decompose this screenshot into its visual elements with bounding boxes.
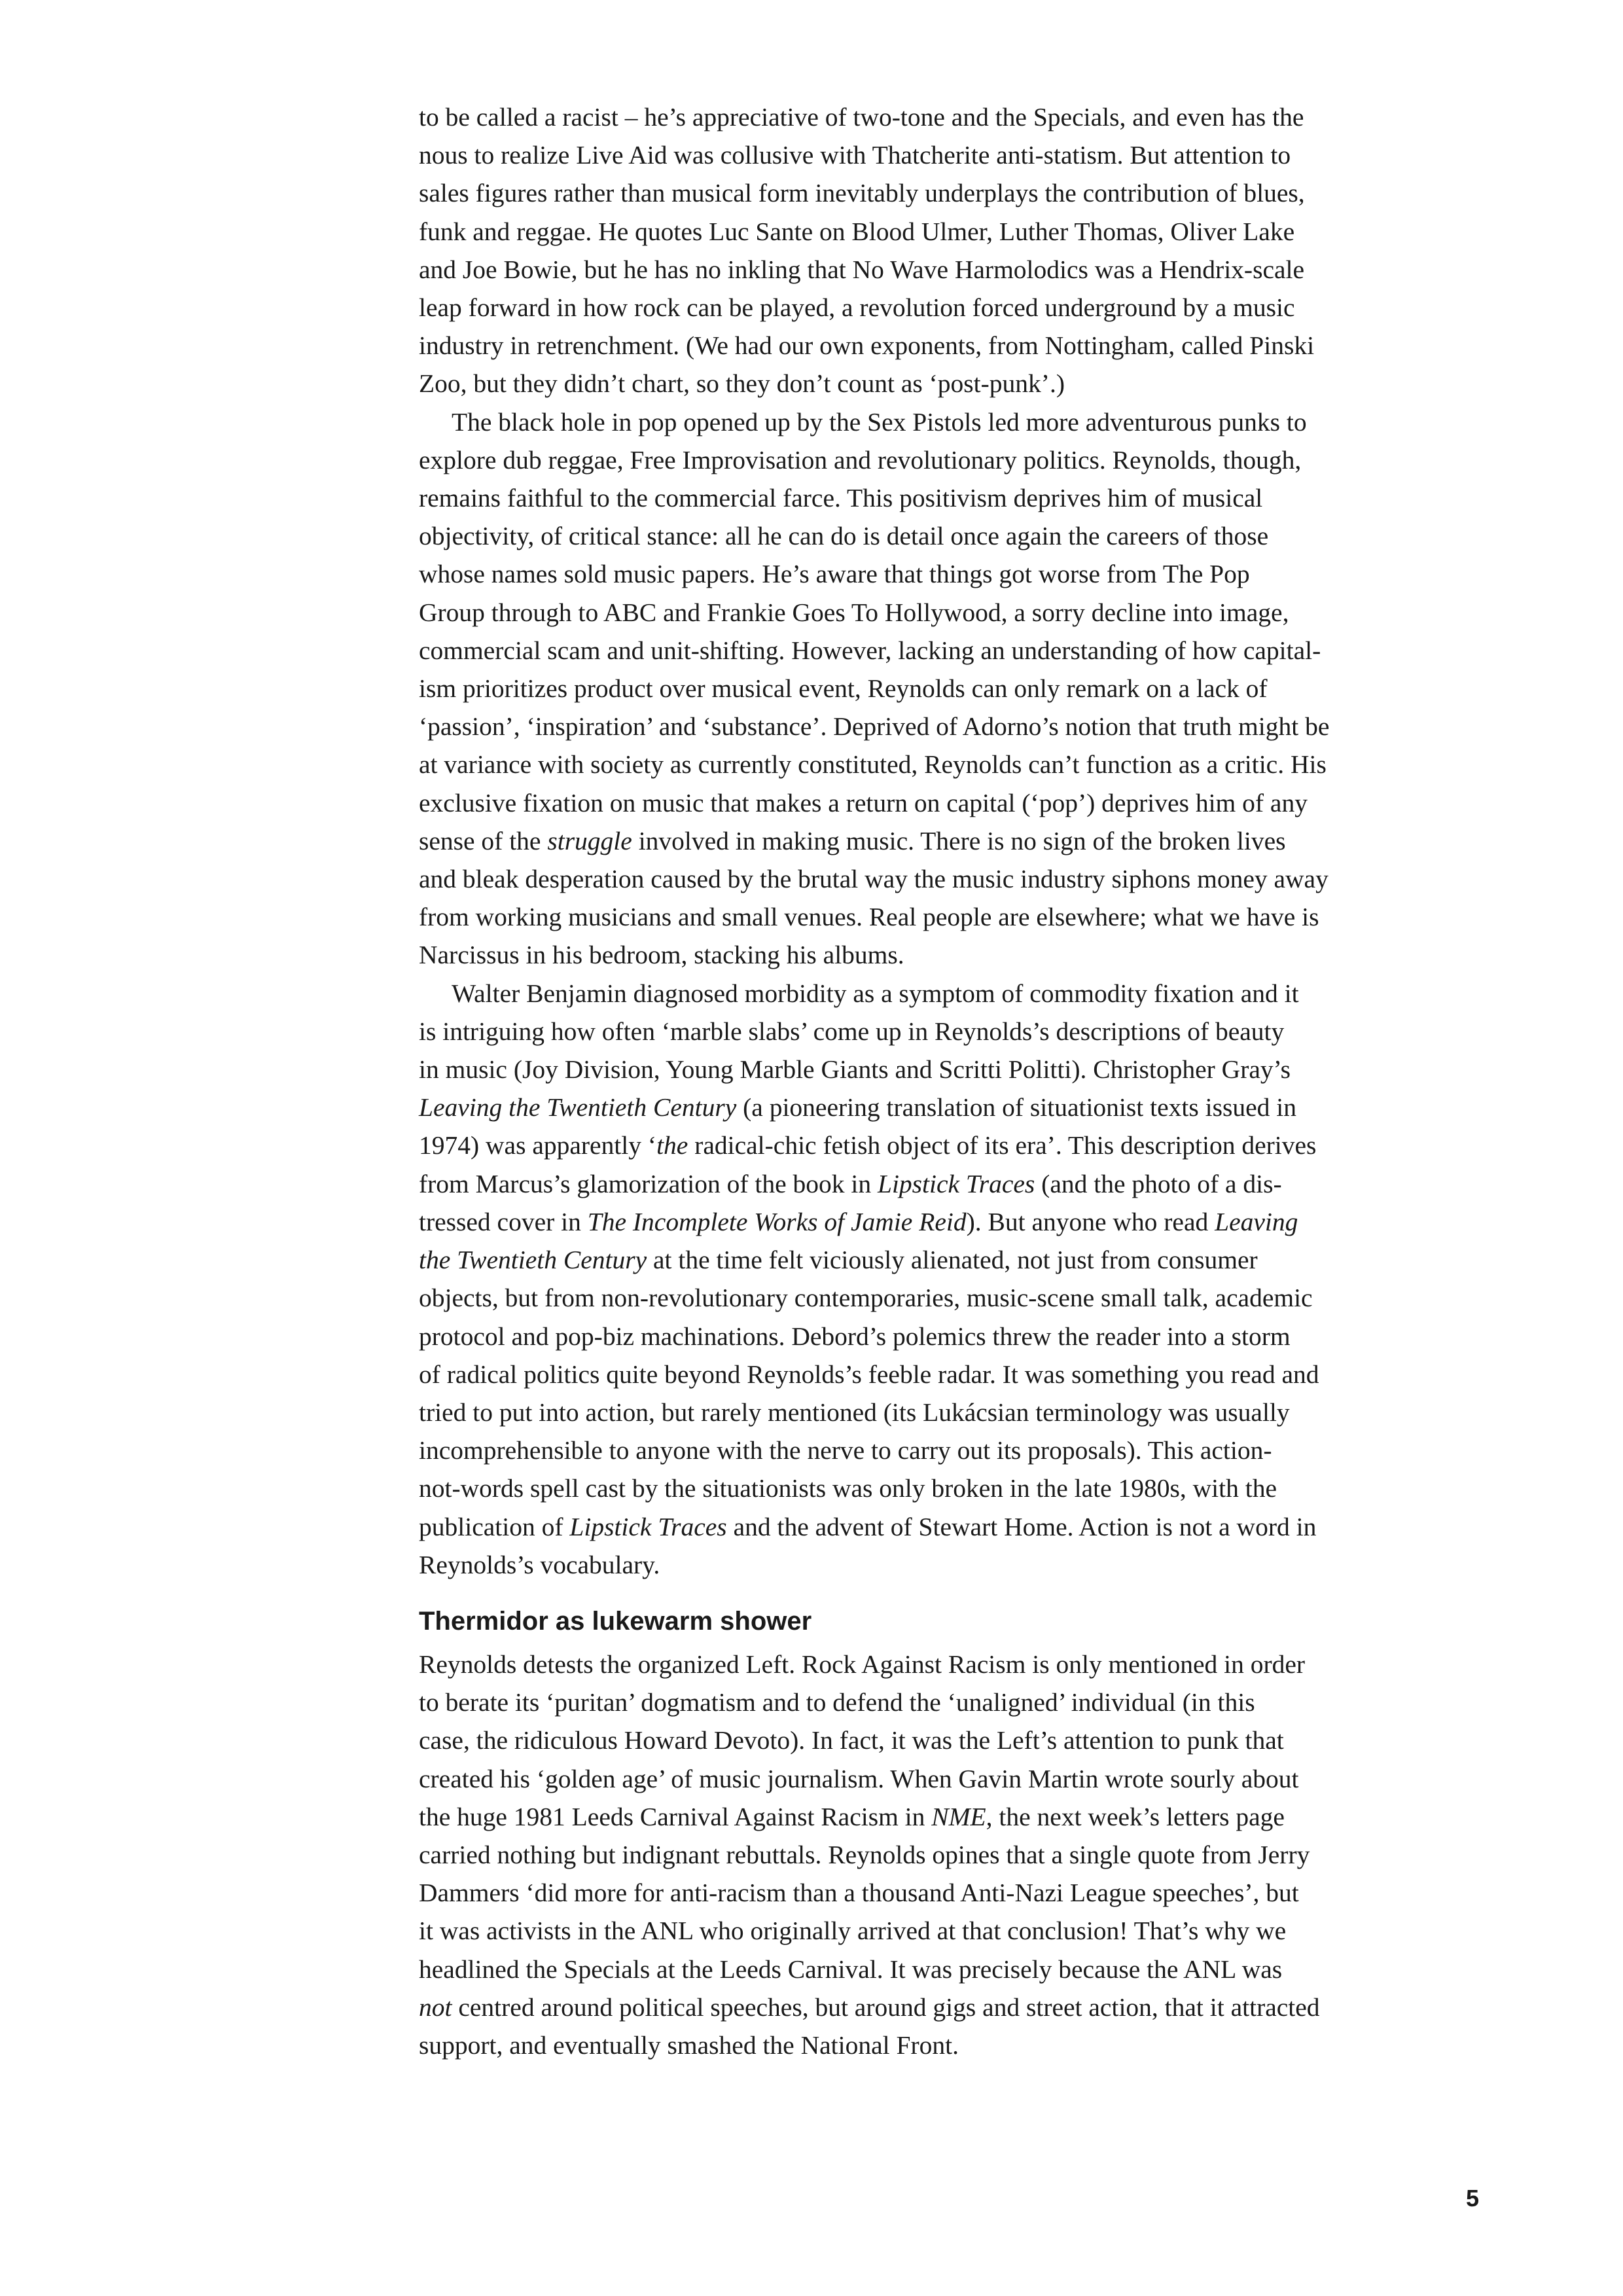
text-line — [419, 1988, 1479, 2026]
text-line: sales figures rather than musical form inevitably underplays the contribution of blues, — [419, 179, 1305, 208]
text-line — [419, 1088, 1479, 1126]
text-line: to berate its ‘puritan’ dogmatism and to defend the ‘unaligned’ individual (in this — [419, 1688, 1255, 1717]
text-line: at variance with society as currently constituted, Reynolds can’t function as a critic. His — [419, 750, 1327, 780]
text-line: it was activists in the ANL who originally arrived at that conclusion! That’s why we — [419, 1916, 1287, 1946]
text-run: and the advent of Stewart Home. Action is not a word in — [726, 1512, 1317, 1541]
text-line: whose names sold music papers. He’s aware that things got worse from The Pop — [419, 560, 1250, 589]
italic-text: struggle — [547, 826, 632, 855]
page-number: 5 — [1465, 2185, 1479, 2212]
text-line: of radical politics quite beyond Reynolds’s feeble radar. It was something you read and — [419, 1359, 1319, 1389]
text-line: ism prioritizes product over musical event, Reynolds can only remark on a lack of — [419, 674, 1268, 704]
text-run: (and the photo of a dis- — [1035, 1169, 1282, 1198]
text-line: from working musicians and small venues. Real people are elsewhere; what we have is — [419, 903, 1319, 932]
italic-text: NME — [931, 1802, 986, 1831]
text-line: Group through to ABC and Frankie Goes To Hollywood, a sorry decline into image, — [419, 598, 1289, 627]
text-run: , the next week’s letters page — [986, 1802, 1285, 1831]
text-line: leap forward in how rock can be played, a revolution forced underground by a music — [419, 293, 1295, 323]
text-line — [419, 1241, 1479, 1279]
text-run: radical-chic fetish object of its era’. This description derives — [688, 1131, 1317, 1160]
paragraph-2 — [419, 403, 1479, 975]
text-line: objectivity, of critical stance: all he can do is detail once again the careers of those — [419, 522, 1269, 551]
text-line: Dammers ‘did more for anti-racism than a thousand Anti-Nazi League speeches’, but — [419, 1878, 1299, 1908]
paragraph-4 — [419, 1645, 1479, 2064]
text-line: commercial scam and unit-shifting. However, lacking an understanding of how capital- — [419, 636, 1321, 665]
italic-text: The Incomplete Works of Jamie Reid — [587, 1207, 967, 1236]
text-run: publication of — [419, 1512, 570, 1541]
text-line: funk and reggae. He quotes Luc Sante on Blood Ulmer, Luther Thomas, Oliver Lake — [419, 217, 1295, 246]
text-line: objects, but from non-revolutionary contemporaries, music-scene small talk, academic — [419, 1283, 1313, 1313]
text-line: Reynolds’s vocabulary. — [419, 1550, 660, 1579]
text-line: protocol and pop-biz machinations. Debord’s polemics threw the reader into a storm — [419, 1321, 1291, 1351]
text-line: headlined the Specials at the Leeds Carnival. It was precisely because the ANL was — [419, 1954, 1283, 1984]
text-line: carried nothing but indignant rebuttals. Reynolds opines that a single quote from Jerry — [419, 1840, 1310, 1869]
text-line: is intriguing how often ‘marble slabs’ come up in Reynolds’s descriptions of beauty — [419, 1016, 1285, 1046]
text-run: (a pioneering translation of situationist texts issued in — [736, 1093, 1296, 1122]
page-body — [419, 98, 1479, 2064]
section-heading: Thermidor as lukewarm shower — [419, 1606, 812, 1636]
text-run: centred around political speeches, but around gigs and street action, that it attracted — [452, 1992, 1320, 2022]
italic-text: the Twentieth Century — [419, 1246, 647, 1275]
text-run: ). But anyone who read — [966, 1207, 1215, 1236]
text-line: The black hole in pop opened up by the Sex Pistols led more adventurous punks to — [452, 407, 1307, 437]
text-run: tressed cover in — [419, 1207, 588, 1236]
text-line: created his ‘golden age’ of music journalism. When Gavin Martin wrote sourly about — [419, 1764, 1299, 1793]
text-line — [419, 1165, 1479, 1203]
text-line: exclusive fixation on music that makes a return on capital (‘pop’) deprives him of any — [419, 788, 1308, 817]
text-line: remains faithful to the commercial farce. This positivism deprives him of musical — [419, 484, 1263, 513]
text-line: not-words spell cast by the situationists was only broken in the late 1980s, with the — [419, 1474, 1277, 1503]
text-line — [419, 1203, 1479, 1241]
italic-text: the — [656, 1131, 688, 1160]
text-line: Narcissus in his bedroom, stacking his albums. — [419, 941, 904, 970]
text-line: Reynolds detests the organized Left. Rock Against Racism is only mentioned in order — [419, 1649, 1306, 1679]
text-run: sense of the — [419, 826, 548, 855]
text-line: nous to realize Live Aid was collusive with Thatcherite anti-statism. But attention to — [419, 141, 1291, 170]
text-run: from Marcus’s glamorization of the book in — [419, 1169, 878, 1198]
text-line — [419, 822, 1479, 860]
italic-text: not — [419, 1992, 452, 2022]
text-line: and Joe Bowie, but he has no inkling that No Wave Harmolodics was a Hendrix-scale — [419, 255, 1305, 284]
text-line: tried to put into action, but rarely mentioned (its Lukácsian terminology was usually — [419, 1397, 1290, 1427]
text-line: ‘passion’, ‘inspiration’ and ‘substance’. Deprived of Adorno’s notion that truth might be — [419, 712, 1330, 742]
italic-text: Lipstick Traces — [877, 1169, 1035, 1198]
text-run: 1974) was apparently ‘ — [419, 1131, 657, 1160]
text-line: Zoo, but they didn’t chart, so they don’t count as ‘post-punk’.) — [419, 369, 1065, 399]
text-run: at the time felt viciously alienated, not just from consumer — [647, 1246, 1258, 1275]
text-line: and bleak desperation caused by the brutal way the music industry siphons money away — [419, 865, 1329, 894]
text-line: in music (Joy Division, Young Marble Giants and Scritti Politti). Christopher Gray’s — [419, 1055, 1291, 1085]
text-line: explore dub reggae, Free Improvisation and revolutionary politics. Reynolds, though, — [419, 445, 1302, 475]
text-line — [419, 1126, 1479, 1164]
text-line — [419, 1798, 1479, 1836]
text-line: industry in retrenchment. (We had our own exponents, from Nottingham, called Pinski — [419, 331, 1315, 361]
italic-text: Leaving — [1215, 1207, 1298, 1236]
text-line — [419, 1508, 1479, 1546]
italic-text: Leaving the Twentieth Century — [419, 1093, 737, 1122]
paragraph-3 — [419, 975, 1479, 1584]
text-line: support, and eventually smashed the National Front. — [419, 2030, 959, 2060]
text-line: Walter Benjamin diagnosed morbidity as a symptom of commodity fixation and it — [452, 978, 1299, 1008]
paragraph-1 — [419, 98, 1479, 403]
text-line: incomprehensible to anyone with the nerve to carry out its proposals). This action- — [419, 1436, 1272, 1465]
text-run: the huge 1981 Leeds Carnival Against Racism in — [419, 1802, 932, 1831]
italic-text: Lipstick Traces — [569, 1512, 727, 1541]
text-run: involved in making music. There is no sign of the broken lives — [632, 826, 1286, 855]
text-line: case, the ridiculous Howard Devoto). In fact, it was the Left’s attention to punk that — [419, 1726, 1284, 1755]
text-line: to be called a racist – he’s appreciative of two-tone and the Specials, and even has the — [419, 103, 1304, 132]
